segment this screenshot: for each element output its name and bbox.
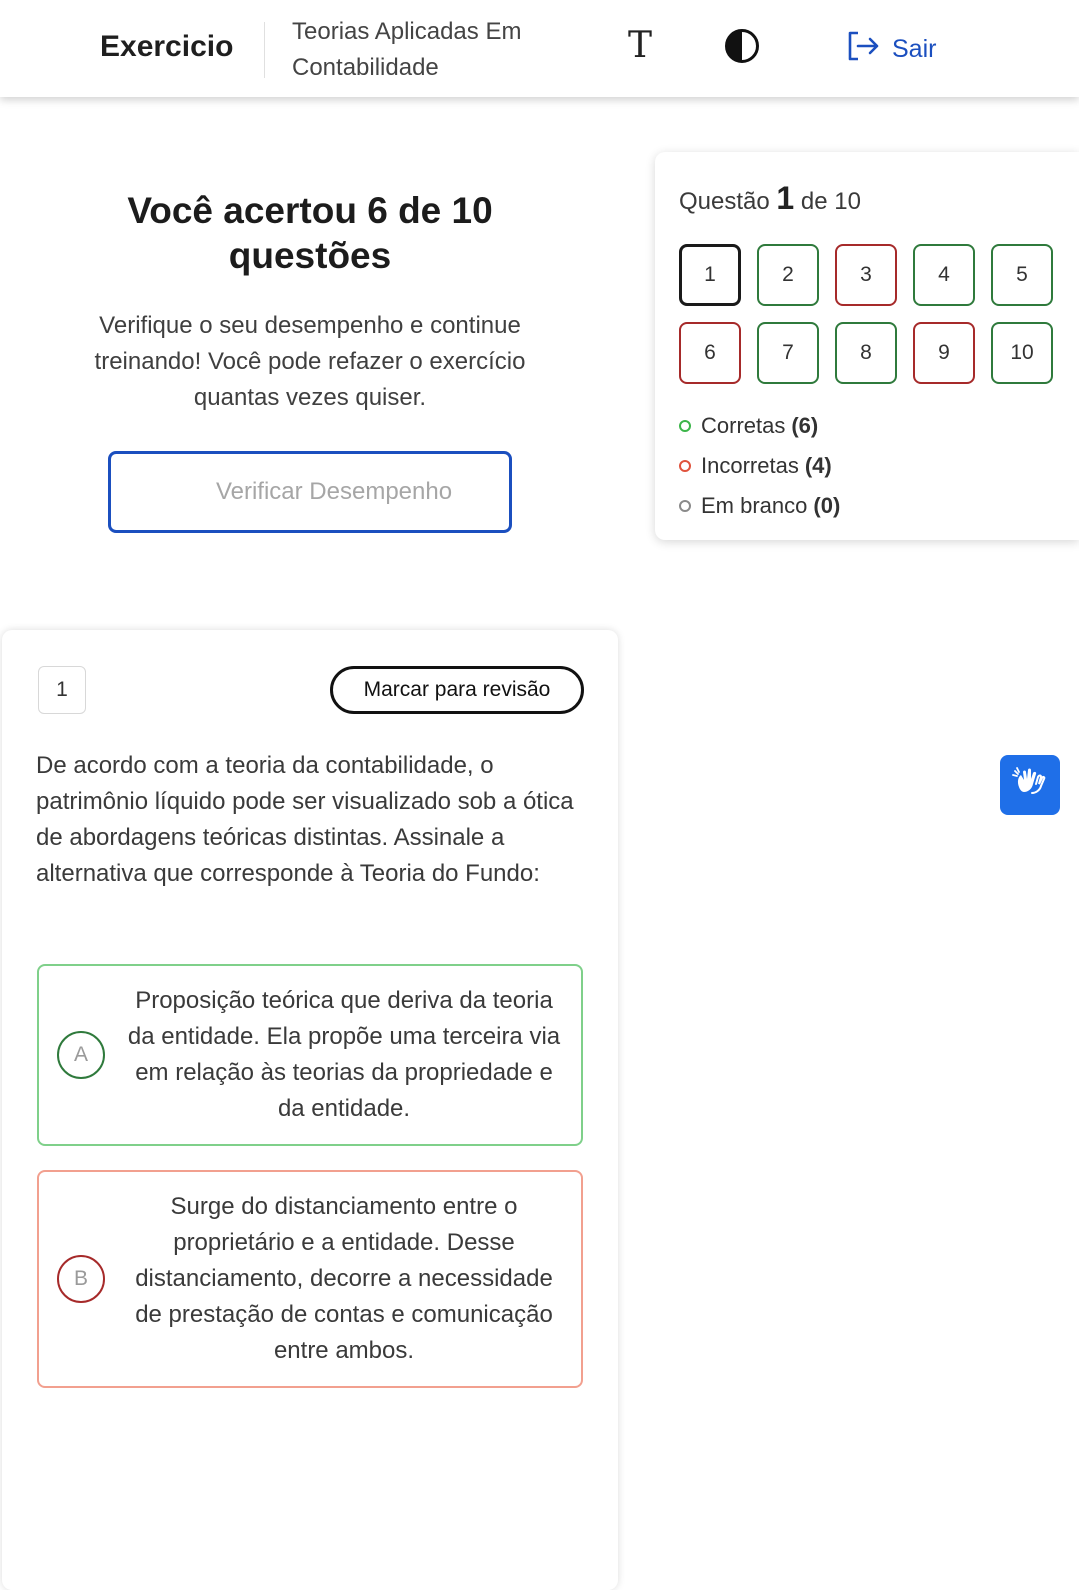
status-legend [679,406,840,526]
alternative-letter: B [57,1255,105,1303]
top-bar [0,0,1079,97]
question-button[interactable]: 9 [913,322,975,384]
question-grid [679,244,1053,384]
course-subtitle: Teorias Aplicadas Em Contabilidade [292,18,522,81]
legend-label: Corretas [701,413,786,438]
legend-count: (0) [813,493,841,518]
status-dot-icon [679,500,691,512]
status-dot-icon [679,420,691,432]
question-navigator [655,152,1079,540]
question-counter-current: 1 [776,180,795,216]
contrast-icon[interactable] [724,28,760,69]
question-button[interactable]: 4 [913,244,975,306]
question-counter-prefix: Questão [679,188,770,215]
alternative-text: Surge do distanciamento entre o proprietário e a entidade. Desse distanciamento, decorre a necessidade de prestação de contas e comunicação entre ambos. [135,1193,553,1364]
question-button[interactable]: 7 [757,322,819,384]
legend-item [679,486,840,526]
status-dot-icon [679,460,691,472]
sign-language-icon [1010,763,1050,808]
alternative-letter: A [57,1031,105,1079]
alternative-a[interactable] [37,964,583,1146]
logout-button[interactable] [846,30,936,69]
result-summary [60,188,560,416]
verify-performance-button[interactable]: Verificar Desempenho [108,451,512,533]
legend-label: Incorretas [701,453,799,478]
logout-icon [846,30,880,69]
result-message: Verifique o seu desempenho e continue treinando! Você pode refazer o exercício quantas vezes quiser. [94,312,526,411]
legend-item [679,406,840,446]
legend-label: Em branco [701,493,808,518]
header-divider [264,22,265,78]
question-number-badge: 1 [38,666,86,714]
question-counter [679,180,861,217]
question-button[interactable]: 6 [679,322,741,384]
page-title: Exercicio [100,30,234,63]
question-button[interactable]: 3 [835,244,897,306]
alternative-text: Proposição teórica que deriva da teoria da entidade. Ela propõe uma terceira via em relação às teorias da propriedade e da entidade. [127,987,561,1122]
legend-count: (4) [804,453,832,478]
result-heading: Você acertou 6 de 10 questões [127,190,493,276]
question-card [2,630,618,1590]
sign-language-button[interactable] [1000,755,1060,815]
question-button[interactable]: 2 [757,244,819,306]
mark-for-review-button[interactable]: Marcar para revisão [330,666,584,714]
legend-item [679,446,840,486]
question-button[interactable]: 1 [679,244,741,306]
question-counter-suffix: de 10 [800,188,861,215]
font-size-icon[interactable]: T [627,25,652,66]
legend-count: (6) [791,413,819,438]
logout-label: Sair [892,35,937,63]
question-statement: De acordo com a teoria da contabilidade, o patrimônio líquido pode ser visualizado sob a ótica de abordagens teóricas distintas. Assinale a alternativa que corresponde à Teoria do Fundo: [36,752,574,887]
question-button[interactable]: 8 [835,322,897,384]
question-button[interactable]: 10 [991,322,1053,384]
alternative-b[interactable] [37,1170,583,1388]
question-button[interactable]: 5 [991,244,1053,306]
